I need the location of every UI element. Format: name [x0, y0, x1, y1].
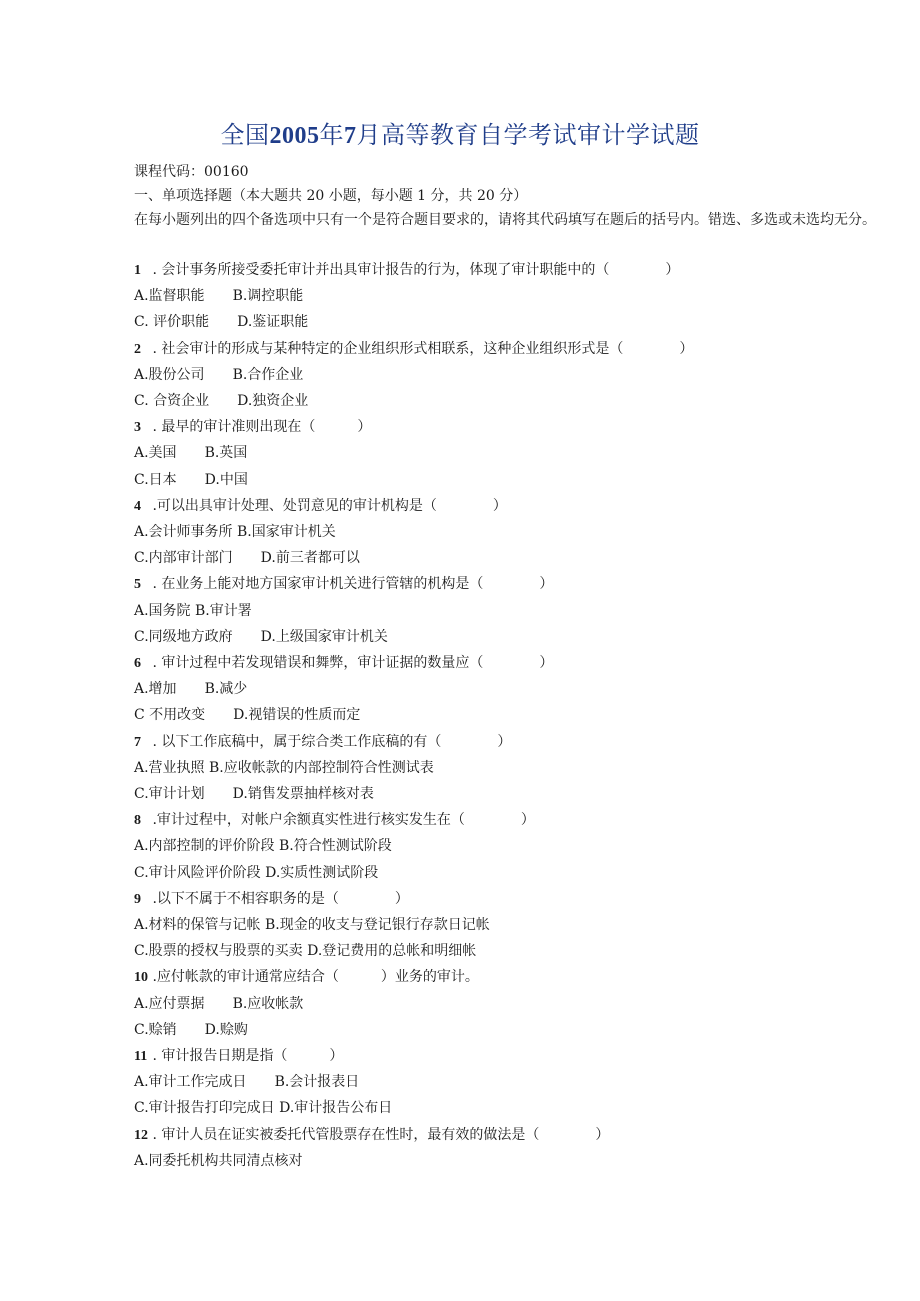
question-number: 8: [134, 813, 141, 829]
answer-option: A.营业执照 B.应收帐款的内部控制符合性测试表: [134, 759, 434, 776]
answer-option: D.独资企业: [237, 393, 309, 409]
answer-option: A.美国: [134, 445, 177, 462]
option-line: [134, 443, 247, 463]
question-12: [134, 1125, 609, 1146]
question-text: . 在业务上能对地方国家审计机关进行管辖的机构是（ ）: [148, 576, 554, 593]
answer-option: D.前三者都可以: [260, 550, 360, 567]
question-text: . 最早的审计准则出现在（ ）: [148, 419, 372, 436]
option-line: [134, 863, 378, 883]
answer-option: A.会计师事务所 B.国家审计机关: [134, 524, 336, 540]
option-line: [134, 994, 303, 1014]
answer-option: A.国务院 B.审计署: [134, 602, 252, 619]
document-title: 全国2005年7月高等教育自学考试审计学试题: [220, 121, 700, 149]
question-number: 5: [134, 577, 141, 593]
question-text: . 以下工作底稿中，属于综合类工作底稿的有（ ）: [148, 733, 512, 750]
question-text: . 审计过程中若发现错误和舞弊，审计证据的数量应（ ）: [148, 655, 554, 671]
question-1: [134, 260, 679, 281]
option-line: [134, 915, 490, 935]
option-line: [134, 548, 360, 568]
answer-option: C.同级地方政府: [134, 628, 233, 645]
answer-option: C.内部审计部门: [134, 550, 233, 567]
option-line: [134, 522, 336, 542]
answer-option: A.增加: [134, 681, 177, 698]
answer-option: C.日本: [134, 471, 177, 488]
answer-option: A.股份公司: [134, 366, 205, 383]
option-line: [134, 784, 374, 804]
answer-option: C.审计风险评价阶段 D.实质性测试阶段: [134, 864, 379, 881]
option-line: [134, 601, 252, 621]
option-line: [134, 758, 434, 778]
option-line: [134, 705, 360, 725]
answer-option: A.内部控制的评价阶段 B.符合性测试阶段: [134, 838, 392, 855]
question-number: 10: [134, 970, 148, 986]
option-line: [134, 679, 247, 699]
answer-option: A.同委托机构共同清点核对: [134, 1152, 303, 1169]
answer-option: D.赊购: [204, 1021, 248, 1038]
question-text: . 审计人员在证实被委托代管股票存在性时，最有效的做法是（ ）: [148, 1126, 610, 1143]
question-3: [134, 417, 371, 438]
answer-option: D.销售发票抽样核对表: [232, 786, 374, 802]
question-10: [134, 967, 479, 988]
question-number: 9: [134, 891, 141, 907]
option-line: [134, 365, 303, 385]
option-line: [134, 1020, 248, 1040]
question-6: [134, 653, 553, 674]
answer-option: C.赊销: [134, 1021, 177, 1038]
question-text: .可以出具审计处理、处罚意见的审计机构是（ ）: [148, 497, 507, 514]
answer-option: C.审计报告打印完成日 D.审计报告公布日: [134, 1100, 393, 1117]
question-5: [134, 574, 553, 595]
answer-option: A.审计工作完成日: [134, 1074, 247, 1091]
question-text: . 审计报告日期是指（ ）: [148, 1048, 344, 1064]
option-line: [134, 286, 303, 306]
question-text: . 社会审计的形成与某种特定的企业组织形式相联系，这种企业组织形式是（ ）: [148, 340, 694, 357]
course-code: 课程代码：00160: [134, 164, 249, 180]
question-9: [134, 889, 409, 910]
question-number: 7: [134, 734, 141, 750]
option-line: [134, 391, 308, 411]
question-8: [134, 810, 535, 831]
answer-option: D.上级国家审计机关: [260, 628, 388, 645]
answer-option: B.合作企业: [232, 366, 304, 383]
question-number: 4: [134, 498, 141, 514]
answer-option: B.调控职能: [232, 288, 304, 305]
question-text: .应付帐款的审计通常应结合（ ）业务的审计。: [148, 969, 479, 986]
question-2: [134, 339, 693, 360]
option-line: [134, 941, 476, 961]
question-number: 11: [134, 1049, 148, 1064]
answer-option: C. 评价职能: [134, 314, 210, 331]
answer-option: B.英国: [204, 445, 248, 462]
section-heading: 一、单项选择题（本大题共 20 小题，每小题 1 分，共 20 分）: [134, 188, 528, 204]
question-number: 12: [134, 1127, 148, 1143]
answer-option: C. 合资企业: [134, 393, 210, 409]
answer-option: C.股票的授权与股票的买卖 D.登记费用的总帐和明细帐: [134, 943, 477, 960]
answer-option: D.鉴证职能: [237, 314, 309, 331]
answer-option: B.减少: [204, 681, 248, 698]
answer-option: B.会计报表日: [274, 1074, 360, 1091]
instructions: 在每小题列出的四个备选项中只有一个是符合题目要求的，请将其代码填写在题后的括号内。错选、多选或未选均无分。: [134, 212, 876, 228]
question-number: 3: [134, 420, 141, 436]
question-text: .审计过程中，对帐户余额真实性进行核实发生在（ ）: [148, 812, 535, 829]
answer-option: A.材料的保管与记帐 B.现金的收支与登记银行存款日记帐: [134, 917, 490, 933]
option-line: [134, 470, 248, 490]
option-line: [134, 836, 392, 856]
question-number: 2: [134, 341, 141, 357]
question-4: [134, 496, 507, 517]
option-line: [134, 627, 388, 647]
question-number: 1: [134, 263, 141, 278]
answer-option: C.审计计划: [134, 786, 205, 802]
option-line: [134, 1072, 359, 1092]
answer-option: A.应付票据: [134, 995, 205, 1012]
option-line: [134, 312, 308, 332]
question-text: . 会计事务所接受委托审计并出具审计报告的行为，体现了审计职能中的（ ）: [148, 262, 680, 278]
question-text: .以下不属于不相容职务的是（ ）: [148, 890, 409, 907]
answer-option: A.监督职能: [134, 288, 205, 305]
question-11: [134, 1046, 343, 1067]
option-line: [134, 1151, 303, 1171]
question-number: 6: [134, 656, 141, 671]
answer-option: B.应收帐款: [232, 995, 304, 1012]
question-7: [134, 732, 511, 753]
answer-option: C 不用改变: [134, 707, 206, 724]
answer-option: D.视错误的性质而定: [233, 707, 361, 724]
option-line: [134, 1098, 392, 1118]
answer-option: D.中国: [204, 471, 248, 488]
